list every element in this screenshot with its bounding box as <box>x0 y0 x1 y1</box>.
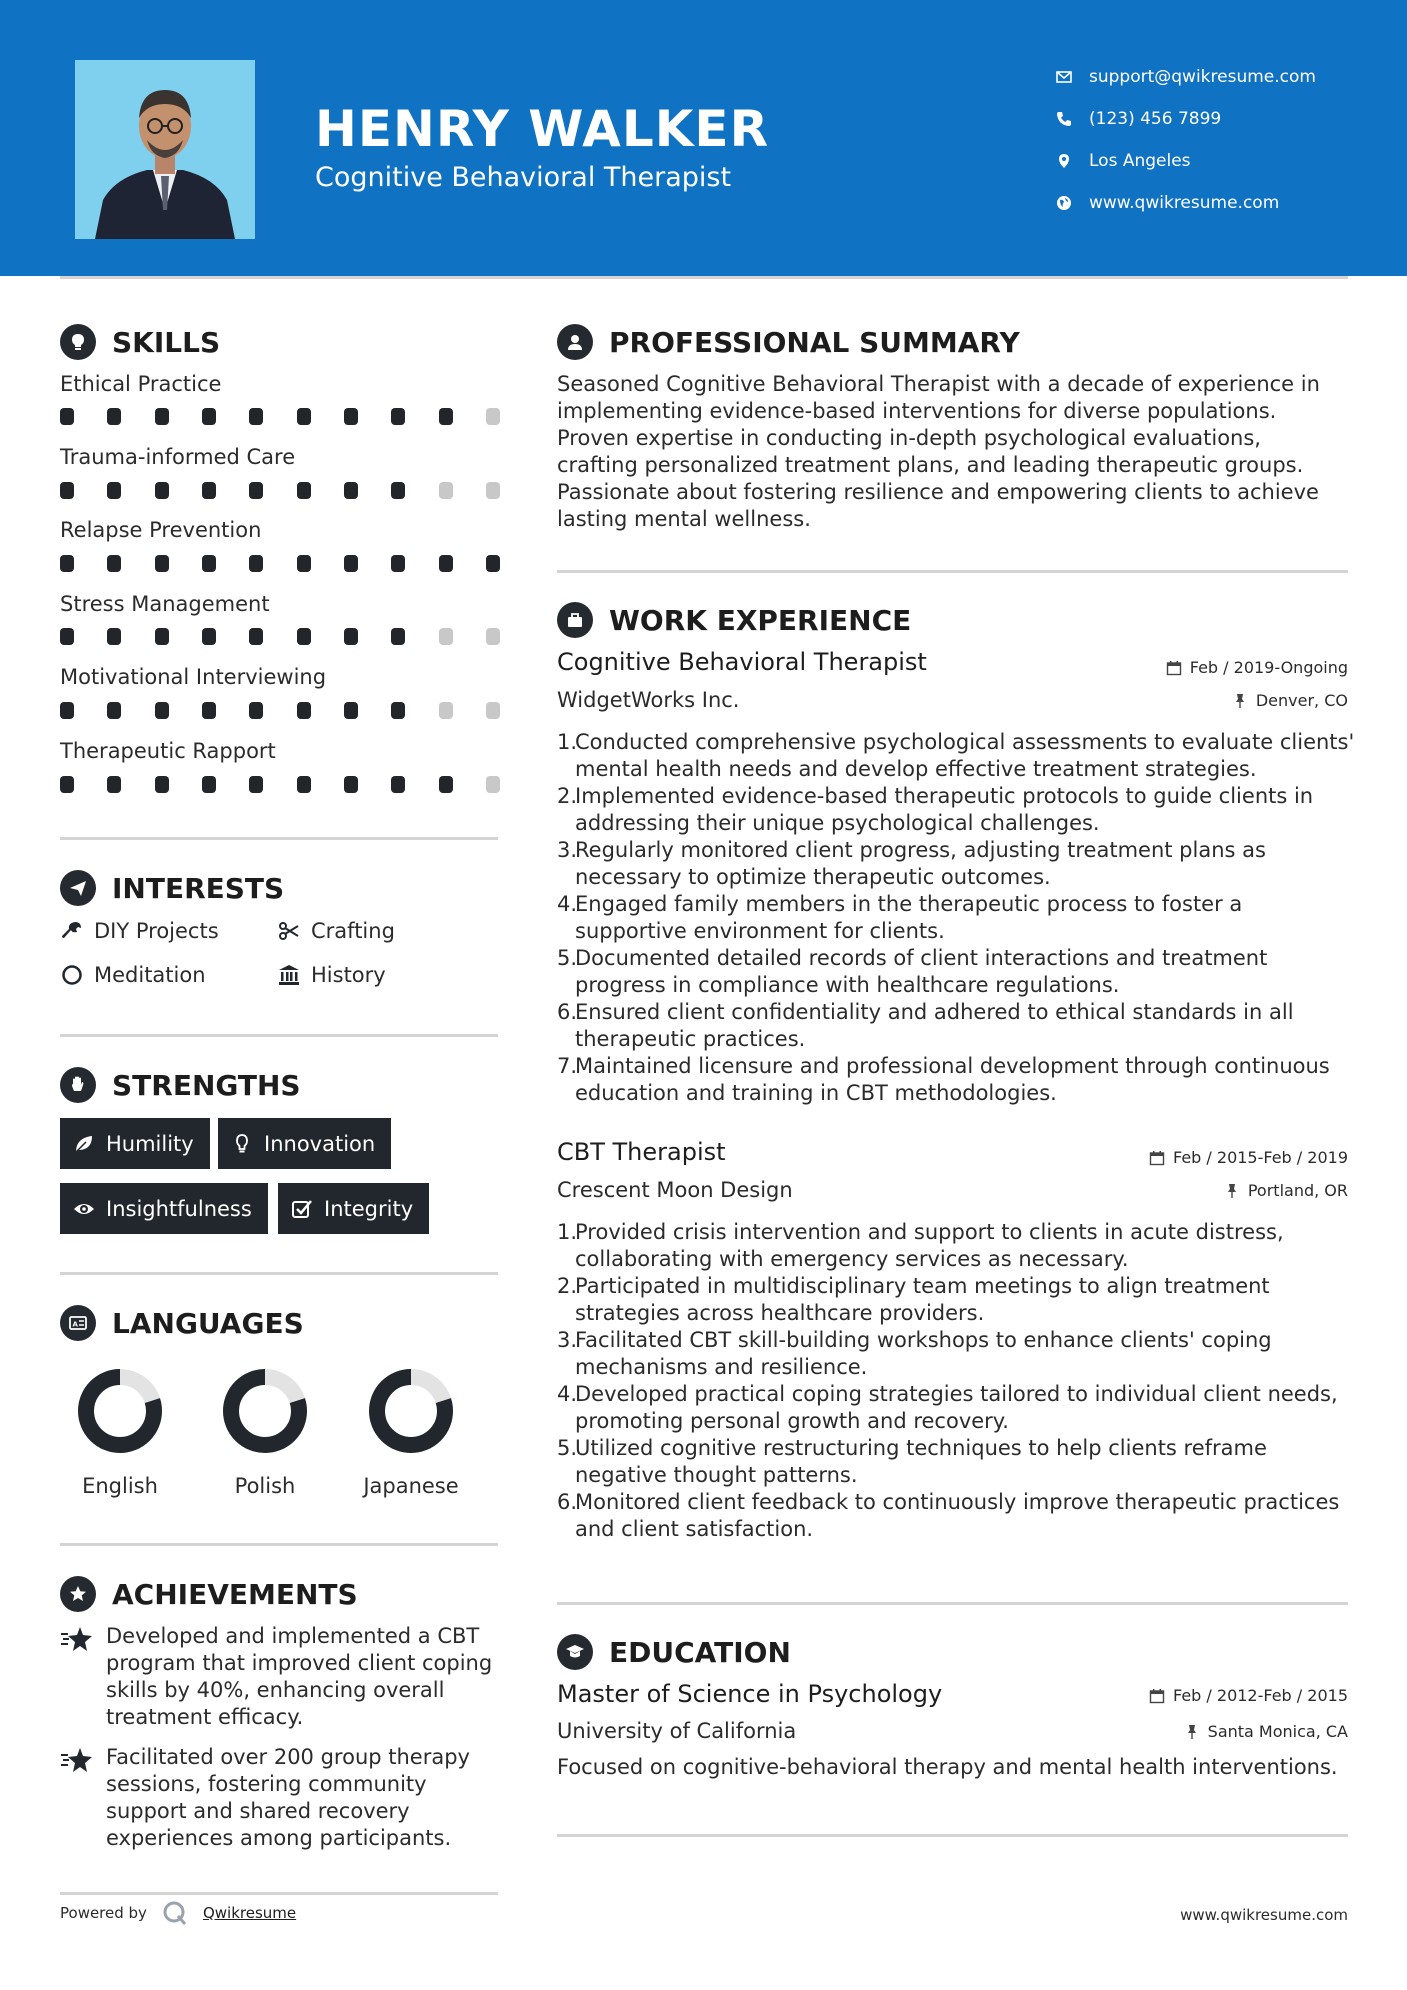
education-degree: Master of Science in Psychology <box>557 1680 943 1708</box>
bullet-number: 3. <box>557 838 578 862</box>
bullet-number: 2. <box>557 784 578 808</box>
bullet-text: Engaged family members in the therapeutic process to foster a supportive environment for clients. <box>575 892 1243 943</box>
skill-dot <box>439 628 453 645</box>
qwikresume-link[interactable]: Qwikresume <box>202 1904 297 1922</box>
skill-dot <box>344 408 358 425</box>
skill-dot <box>202 776 216 793</box>
skill-dot <box>155 408 169 425</box>
job-bullet <box>557 729 1357 783</box>
briefcase-icon <box>557 602 593 638</box>
job-dates-text: Feb / 2015-Feb / 2019 <box>1173 1148 1348 1167</box>
section-divider <box>557 1602 1348 1605</box>
summary-text: Seasoned Cognitive Behavioral Therapist with a decade of experience in implementing evidence-based interventions for diverse populations. Proven expertise in conducting in-depth psychological evaluations, crafting personalized treatment plans, and leading therapeutic groups. Passionate about fostering resilience and empowering clients to achieve lasting mental wellness. <box>557 372 1320 531</box>
contact-website-text: www.qwikresume.com <box>1089 193 1280 213</box>
skill-dot <box>60 555 74 572</box>
language-name: English <box>82 1474 158 1498</box>
skill-dot <box>249 482 263 499</box>
contact-phone-text: (123) 456 7899 <box>1089 109 1222 129</box>
job-location-text: Denver, CO <box>1255 691 1348 710</box>
job-location-text: Portland, OR <box>1247 1181 1348 1200</box>
skill-dot <box>107 408 121 425</box>
bullet-text: Facilitated CBT skill-building workshops to enhance clients' coping mechanisms and resilience. <box>575 1328 1272 1379</box>
skill-dot <box>107 628 121 645</box>
skill-dot <box>202 482 216 499</box>
job-dates <box>1149 1148 1348 1167</box>
section-divider <box>60 837 498 840</box>
skill-dot <box>107 482 121 499</box>
skill-dot <box>249 702 263 719</box>
skill-dot <box>60 408 74 425</box>
skill-dot <box>107 555 121 572</box>
contact-website[interactable] <box>1055 182 1316 224</box>
skill-dot <box>344 482 358 499</box>
skill-dot <box>107 776 121 793</box>
skill-dot <box>486 628 500 645</box>
skill-label: Therapeutic Rapport <box>60 739 276 763</box>
skill-rating <box>60 555 500 572</box>
skill-dot <box>249 628 263 645</box>
interest-item <box>60 963 206 987</box>
bullet-text: Ensured client confidentiality and adhered to ethical standards in all therapeutic practices. <box>575 1000 1294 1051</box>
education-heading-text: EDUCATION <box>609 1635 791 1669</box>
bullet-number: 4. <box>557 892 578 916</box>
education-school: University of California <box>557 1719 797 1743</box>
graduation-cap-icon <box>557 1634 593 1670</box>
skill-dot <box>155 702 169 719</box>
pushpin-icon <box>1232 693 1248 709</box>
skill-dot <box>486 408 500 425</box>
skill-dot <box>297 628 311 645</box>
job-bullet <box>557 1273 1357 1327</box>
job-bullet <box>557 1327 1357 1381</box>
skill-dot <box>297 408 311 425</box>
languages-heading <box>60 1305 304 1341</box>
globe-icon <box>1055 194 1073 212</box>
job-bullet <box>557 945 1357 999</box>
eye-icon <box>72 1197 96 1221</box>
candidate-title: Cognitive Behavioral Therapist <box>315 162 732 193</box>
star-icon <box>60 1746 94 1776</box>
skill-dot <box>439 776 453 793</box>
skills-heading-text: SKILLS <box>112 325 221 359</box>
skill-dot <box>202 628 216 645</box>
skill-dot <box>344 628 358 645</box>
bullet-number: 1. <box>557 1220 578 1244</box>
pushpin-icon <box>1224 1183 1240 1199</box>
bullet-text: Maintained licensure and professional development through continuous education and training in CBT methodologies. <box>575 1054 1330 1105</box>
skill-dot <box>439 482 453 499</box>
job-bullets <box>557 729 1357 1107</box>
skill-label: Trauma-informed Care <box>60 445 296 469</box>
skill-dot <box>344 555 358 572</box>
section-divider <box>60 1892 498 1895</box>
job-location <box>1232 691 1348 710</box>
bullet-number: 5. <box>557 946 578 970</box>
leaf-icon <box>72 1132 96 1156</box>
skill-dot <box>202 555 216 572</box>
contact-phone[interactable] <box>1055 98 1316 140</box>
skill-rating <box>60 702 500 719</box>
bullet-number: 1. <box>557 730 578 754</box>
section-divider <box>557 570 1348 573</box>
interests-heading <box>60 870 284 906</box>
skill-dot <box>155 482 169 499</box>
experience-heading-text: WORK EXPERIENCE <box>609 603 912 637</box>
strengths-heading-text: STRENGTHS <box>112 1068 301 1102</box>
language-item <box>190 1366 340 1498</box>
skills-heading <box>60 324 220 360</box>
bullet-number: 3. <box>557 1328 578 1352</box>
job-bullet <box>557 837 1357 891</box>
section-divider <box>60 1272 498 1275</box>
bullet-text: Monitored client feedback to continuously improve therapeutic practices and client satisfaction. <box>575 1490 1340 1541</box>
skill-dot <box>391 482 405 499</box>
skill-dot <box>391 776 405 793</box>
skill-dot <box>249 776 263 793</box>
interest-label: DIY Projects <box>94 919 219 943</box>
skill-dot <box>486 555 500 572</box>
languages-heading-text: LANGUAGES <box>112 1306 304 1340</box>
id-card-icon <box>60 1305 96 1341</box>
language-donut <box>75 1366 165 1456</box>
user-icon <box>557 324 593 360</box>
powered-by-text: Powered by <box>60 1904 147 1922</box>
skill-dot <box>60 776 74 793</box>
skill-rating <box>60 776 500 793</box>
skill-dot <box>344 776 358 793</box>
skill-dot <box>391 628 405 645</box>
language-item <box>336 1366 486 1498</box>
education-heading <box>557 1634 791 1670</box>
job-bullet <box>557 1219 1357 1273</box>
skill-dot <box>155 555 169 572</box>
skill-dot <box>486 482 500 499</box>
job-role: CBT Therapist <box>557 1138 726 1166</box>
circle-icon <box>60 963 84 987</box>
achievements-heading-text: ACHIEVEMENTS <box>112 1577 358 1611</box>
lightbulb-icon <box>230 1132 254 1156</box>
contact-email[interactable] <box>1055 56 1316 98</box>
bullet-number: 6. <box>557 1000 578 1024</box>
candidate-name: HENRY WALKER <box>315 100 770 158</box>
skill-dot <box>249 555 263 572</box>
skill-dot <box>486 776 500 793</box>
summary-heading <box>557 324 1020 360</box>
job-bullet <box>557 1435 1357 1489</box>
header-banner <box>0 0 1407 276</box>
skill-rating <box>60 628 500 645</box>
strength-label: Insightfulness <box>106 1196 252 1221</box>
job-company: Crescent Moon Design <box>557 1178 793 1202</box>
qwikresume-logo-icon <box>161 1899 189 1927</box>
skill-label: Motivational Interviewing <box>60 665 327 689</box>
bullet-number: 4. <box>557 1382 578 1406</box>
job-company: WidgetWorks Inc. <box>557 688 740 712</box>
skill-dot <box>486 702 500 719</box>
achievement-item <box>60 1744 500 1852</box>
skill-label: Stress Management <box>60 592 270 616</box>
job-bullet <box>557 1053 1357 1107</box>
language-donut <box>220 1366 310 1456</box>
skill-dot <box>297 482 311 499</box>
bullet-number: 2. <box>557 1274 578 1298</box>
interest-item <box>60 919 219 943</box>
skill-dot <box>155 628 169 645</box>
contact-location-text: Los Angeles <box>1089 151 1191 171</box>
skill-dot <box>60 482 74 499</box>
bullet-text: Participated in multidisciplinary team meetings to align treatment strategies across healthcare providers. <box>575 1274 1270 1325</box>
interest-label: History <box>311 963 386 987</box>
svg-text:A: A <box>72 1320 78 1329</box>
bullet-number: 6. <box>557 1490 578 1514</box>
contact-email-text: support@qwikresume.com <box>1089 67 1316 87</box>
education-location <box>1184 1722 1348 1741</box>
contact-location <box>1055 140 1316 182</box>
header-divider <box>60 276 1348 279</box>
paper-plane-icon <box>60 870 96 906</box>
job-bullet <box>557 1381 1357 1435</box>
skill-dot <box>107 702 121 719</box>
skill-dot <box>297 702 311 719</box>
contact-list <box>1055 56 1316 224</box>
map-pin-icon <box>1055 152 1073 170</box>
job-bullet <box>557 1489 1357 1543</box>
envelope-icon <box>1055 68 1073 86</box>
section-divider <box>60 1543 498 1546</box>
pushpin-icon <box>1184 1724 1200 1740</box>
footer-url[interactable]: www.qwikresume.com <box>1180 1906 1348 1924</box>
skill-dot <box>439 555 453 572</box>
skill-dot <box>391 702 405 719</box>
bullet-number: 7. <box>557 1054 578 1078</box>
skill-dot <box>344 702 358 719</box>
strength-badge <box>60 1183 268 1234</box>
bullet-number: 5. <box>557 1436 578 1460</box>
achievements-heading <box>60 1576 358 1612</box>
bullet-text: Implemented evidence-based therapeutic protocols to guide clients in addressing their unique psychological challenges. <box>575 784 1314 835</box>
interest-label: Crafting <box>311 919 395 943</box>
skill-dot <box>249 408 263 425</box>
skill-dot <box>391 555 405 572</box>
museum-icon <box>277 963 301 987</box>
skill-label: Relapse Prevention <box>60 518 262 542</box>
skill-dot <box>202 408 216 425</box>
checkbox-icon <box>290 1197 314 1221</box>
language-item <box>45 1366 195 1498</box>
job-dates <box>1166 658 1348 677</box>
bullet-text: Regularly monitored client progress, adjusting treatment plans as necessary to optimize therapeutic outcomes. <box>575 838 1266 889</box>
language-donut <box>366 1366 456 1456</box>
calendar-icon <box>1149 1688 1165 1704</box>
strength-badge <box>218 1118 391 1169</box>
star-icon <box>60 1625 94 1655</box>
education-dates <box>1149 1686 1348 1705</box>
job-dates-text: Feb / 2019-Ongoing <box>1189 658 1348 677</box>
job-role: Cognitive Behavioral Therapist <box>557 648 927 676</box>
achievement-item <box>60 1623 500 1731</box>
skill-dot <box>202 702 216 719</box>
job-location <box>1224 1181 1348 1200</box>
skill-dot <box>297 776 311 793</box>
skill-rating <box>60 408 500 425</box>
interest-label: Meditation <box>94 963 206 987</box>
education-description: Focused on cognitive-behavioral therapy and mental health interventions. <box>557 1755 1338 1779</box>
section-divider <box>60 1034 498 1037</box>
job-bullet <box>557 891 1357 945</box>
section-divider <box>557 1834 1348 1837</box>
skill-label: Ethical Practice <box>60 372 222 396</box>
hand-icon <box>60 1067 96 1103</box>
job-bullet <box>557 783 1357 837</box>
strength-label: Integrity <box>324 1196 414 1221</box>
strength-label: Innovation <box>264 1131 376 1156</box>
skill-dot <box>439 408 453 425</box>
scissors-icon <box>277 919 301 943</box>
phone-icon <box>1055 110 1073 128</box>
lightbulb-icon <box>60 324 96 360</box>
calendar-icon <box>1149 1150 1165 1166</box>
interests-heading-text: INTERESTS <box>112 871 285 905</box>
skill-dot <box>155 776 169 793</box>
bullet-text: Documented detailed records of client interactions and treatment progress in compliance with healthcare regulations. <box>575 946 1268 997</box>
education-location-text: Santa Monica, CA <box>1207 1722 1348 1741</box>
powered-by <box>60 1899 296 1927</box>
interest-item <box>277 963 386 987</box>
bullet-text: Developed practical coping strategies tailored to individual client needs, promoting personal growth and recovery. <box>575 1382 1338 1433</box>
job-bullets <box>557 1219 1357 1543</box>
achievement-text: Facilitated over 200 group therapy sessions, fostering community support and shared recovery experiences among participants. <box>106 1745 470 1850</box>
language-name: Polish <box>234 1474 296 1498</box>
education-dates-text: Feb / 2012-Feb / 2015 <box>1173 1686 1348 1705</box>
skill-dot <box>60 628 74 645</box>
skill-dot <box>60 702 74 719</box>
strengths-heading <box>60 1067 301 1103</box>
language-name: Japanese <box>363 1474 459 1498</box>
skill-rating <box>60 482 500 499</box>
skill-dot <box>391 408 405 425</box>
achievement-text: Developed and implemented a CBT program that improved client coping skills by 40%, enhancing overall treatment efficacy. <box>106 1624 493 1729</box>
summary-heading-text: PROFESSIONAL SUMMARY <box>609 325 1020 359</box>
job-bullet <box>557 999 1357 1053</box>
strength-label: Humility <box>106 1131 194 1156</box>
calendar-icon <box>1166 660 1182 676</box>
profile-photo <box>75 60 255 239</box>
bullet-text: Provided crisis intervention and support to clients in acute distress, collaborating with emergency services as necessary. <box>575 1220 1284 1271</box>
bullet-text: Conducted comprehensive psychological assessments to evaluate clients' mental health needs and develop effective treatment strategies. <box>575 730 1355 781</box>
interest-item <box>277 919 395 943</box>
wrench-icon <box>60 919 84 943</box>
skill-dot <box>297 555 311 572</box>
strength-badge <box>60 1118 210 1169</box>
skill-dot <box>439 702 453 719</box>
bullet-text: Utilized cognitive restructuring techniques to help clients reframe negative thought patterns. <box>575 1436 1267 1487</box>
strength-badge <box>278 1183 429 1234</box>
star-badge-icon <box>60 1576 96 1612</box>
experience-heading <box>557 602 911 638</box>
